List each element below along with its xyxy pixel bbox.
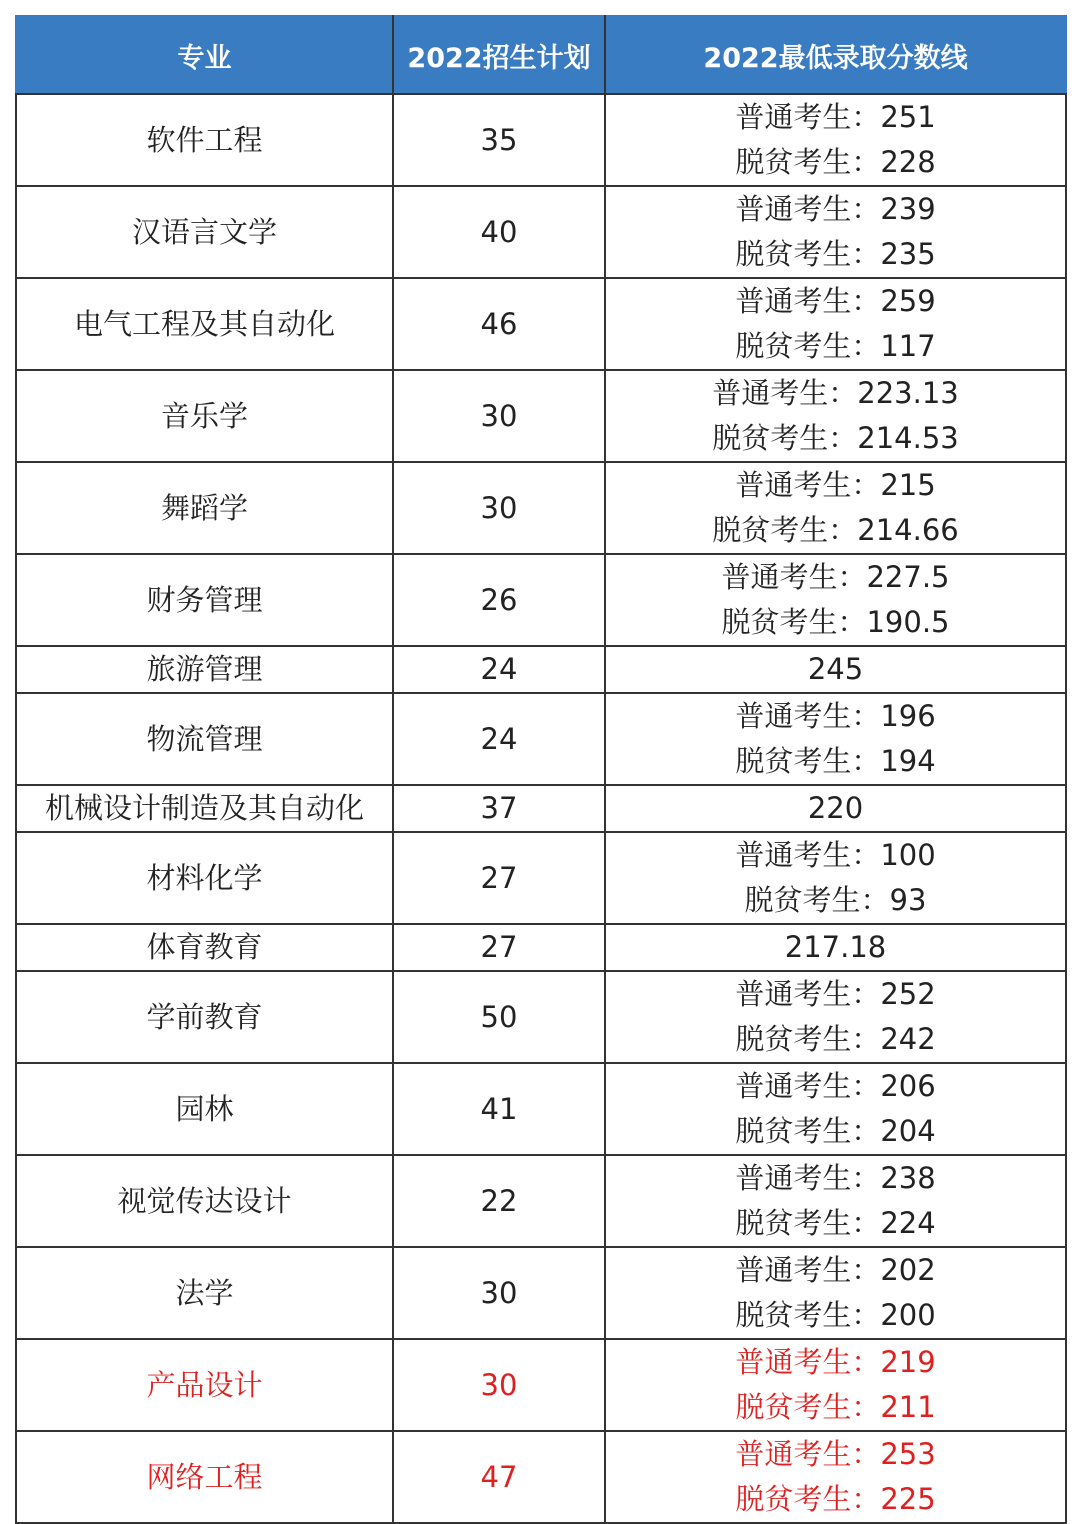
cell-major: 旅游管理	[16, 646, 393, 693]
cell-major: 电气工程及其自动化	[16, 278, 393, 370]
cell-major: 体育教育	[16, 924, 393, 971]
cell-score	[605, 94, 1066, 186]
cell-plan: 40	[393, 186, 605, 278]
cell-plan: 27	[393, 832, 605, 924]
cell-major: 产品设计	[16, 1339, 393, 1431]
score-line: 普通考生：239	[735, 192, 936, 226]
table-row	[16, 1431, 1066, 1523]
cell-major: 汉语言文学	[16, 186, 393, 278]
score-line: 脱贫考生：194	[735, 744, 936, 778]
cell-plan: 24	[393, 646, 605, 693]
admission-score-table-container	[15, 15, 1065, 1524]
cell-plan: 35	[393, 94, 605, 186]
cell-plan: 30	[393, 370, 605, 462]
score-line: 脱贫考生：224	[735, 1206, 936, 1240]
score-line: 脱贫考生：214.66	[712, 513, 959, 547]
score-line: 普通考生：202	[735, 1253, 936, 1287]
table-row	[16, 832, 1066, 924]
cell-score	[605, 785, 1066, 832]
header-score: 2022最低录取分数线	[605, 16, 1066, 94]
cell-score	[605, 462, 1066, 554]
score-line: 脱贫考生：200	[735, 1298, 936, 1332]
score-line: 脱贫考生：204	[735, 1114, 936, 1148]
cell-major: 法学	[16, 1247, 393, 1339]
cell-plan: 22	[393, 1155, 605, 1247]
cell-major: 视觉传达设计	[16, 1155, 393, 1247]
score-line: 脱贫考生：117	[735, 329, 936, 363]
table-row	[16, 462, 1066, 554]
cell-score	[605, 693, 1066, 785]
score-line: 普通考生：196	[735, 699, 936, 733]
header-major: 专业	[16, 16, 393, 94]
score-line: 普通考生：253	[735, 1437, 936, 1471]
table-row	[16, 1339, 1066, 1431]
table-row	[16, 693, 1066, 785]
cell-score	[605, 971, 1066, 1063]
score-line: 普通考生：227.5	[721, 560, 950, 594]
cell-major: 材料化学	[16, 832, 393, 924]
score-line: 普通考生：252	[735, 977, 936, 1011]
table-row	[16, 971, 1066, 1063]
cell-plan: 47	[393, 1431, 605, 1523]
score-line: 脱贫考生：228	[735, 145, 936, 179]
cell-plan: 41	[393, 1063, 605, 1155]
cell-plan: 27	[393, 924, 605, 971]
cell-major: 网络工程	[16, 1431, 393, 1523]
score-line: 245	[807, 652, 864, 686]
score-line: 普通考生：259	[735, 284, 936, 318]
table-row	[16, 1247, 1066, 1339]
table-row	[16, 924, 1066, 971]
cell-plan: 30	[393, 462, 605, 554]
score-line: 220	[807, 791, 864, 825]
score-line: 普通考生：251	[735, 100, 936, 134]
score-line: 普通考生：223.13	[712, 376, 959, 410]
score-line: 普通考生：238	[735, 1161, 936, 1195]
table-row	[16, 1155, 1066, 1247]
cell-score	[605, 924, 1066, 971]
cell-major: 软件工程	[16, 94, 393, 186]
cell-plan: 24	[393, 693, 605, 785]
score-line: 脱贫考生：242	[735, 1022, 936, 1056]
cell-score	[605, 1155, 1066, 1247]
score-line: 脱贫考生：211	[735, 1390, 936, 1424]
score-line: 脱贫考生：225	[735, 1482, 936, 1516]
cell-score	[605, 370, 1066, 462]
score-line: 脱贫考生：190.5	[721, 605, 950, 639]
score-line: 普通考生：206	[735, 1069, 936, 1103]
table-row	[16, 554, 1066, 646]
cell-score	[605, 186, 1066, 278]
table-row	[16, 785, 1066, 832]
cell-plan: 26	[393, 554, 605, 646]
cell-score	[605, 1431, 1066, 1523]
table-header	[16, 16, 1066, 94]
cell-major: 舞蹈学	[16, 462, 393, 554]
table-body	[16, 94, 1066, 1523]
cell-score	[605, 554, 1066, 646]
table-row	[16, 370, 1066, 462]
cell-score	[605, 832, 1066, 924]
cell-plan: 30	[393, 1339, 605, 1431]
cell-major: 园林	[16, 1063, 393, 1155]
admission-score-table	[15, 15, 1067, 1524]
table-row	[16, 278, 1066, 370]
score-line: 脱贫考生：93	[744, 883, 927, 917]
score-line: 普通考生：219	[735, 1345, 936, 1379]
cell-score	[605, 646, 1066, 693]
cell-major: 音乐学	[16, 370, 393, 462]
header-plan: 2022招生计划	[393, 16, 605, 94]
cell-score	[605, 1063, 1066, 1155]
cell-score	[605, 1339, 1066, 1431]
cell-score	[605, 278, 1066, 370]
cell-plan: 46	[393, 278, 605, 370]
header-row	[16, 16, 1066, 94]
cell-plan: 30	[393, 1247, 605, 1339]
cell-major: 物流管理	[16, 693, 393, 785]
table-row	[16, 646, 1066, 693]
score-line: 脱贫考生：214.53	[712, 421, 959, 455]
table-row	[16, 1063, 1066, 1155]
score-line: 217.18	[784, 930, 887, 964]
cell-major: 机械设计制造及其自动化	[16, 785, 393, 832]
cell-plan: 50	[393, 971, 605, 1063]
cell-major: 学前教育	[16, 971, 393, 1063]
table-row	[16, 94, 1066, 186]
score-line: 普通考生：100	[735, 838, 936, 872]
table-row	[16, 186, 1066, 278]
cell-plan: 37	[393, 785, 605, 832]
score-line: 脱贫考生：235	[735, 237, 936, 271]
score-line: 普通考生：215	[735, 468, 936, 502]
cell-major: 财务管理	[16, 554, 393, 646]
cell-score	[605, 1247, 1066, 1339]
